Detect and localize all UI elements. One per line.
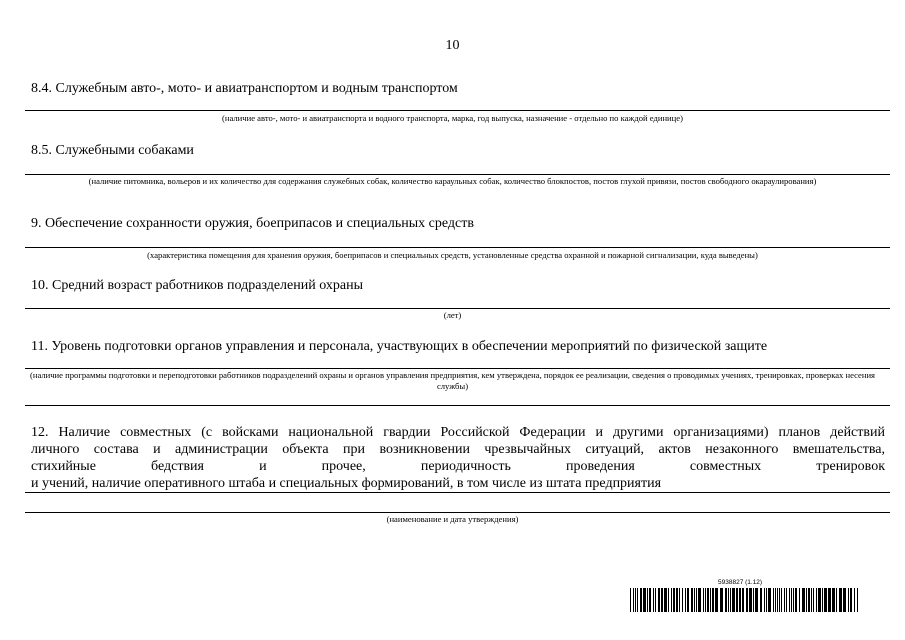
section-8-5-heading: 8.5. Служебными собаками xyxy=(31,143,194,158)
fill-line-11[interactable] xyxy=(25,368,890,369)
fill-line-8-5[interactable] xyxy=(25,174,890,175)
fill-line-11-extra[interactable] xyxy=(25,405,890,406)
page-number: 10 xyxy=(445,38,460,53)
section-12-hint: (наименование и дата утверждения) xyxy=(386,514,519,524)
section-12-line: 12. Наличие совместных (с войсками национальной гвардии Российской Федерации и другими организациями) планов действий xyxy=(31,425,885,440)
section-8-4-heading: 8.4. Служебным авто-, мото- и авиатранспортом и водным транспортом xyxy=(31,81,458,96)
fill-line-12-a[interactable] xyxy=(25,492,890,493)
section-12-line: стихийные бедствия и прочее, периодичность проведения совместных тренировок xyxy=(31,459,885,474)
section-8-5-hint: (наличие питомника, вольеров и их количество для содержания служебных собак, количество караульных собак, количество блокпостов, постов глухой привязи, постов свободного окараулирования) xyxy=(88,176,817,186)
fill-line-8-4[interactable] xyxy=(25,110,890,111)
fill-line-10[interactable] xyxy=(25,308,890,309)
document-code: 5938827 (1.12) xyxy=(718,579,763,586)
barcode-icon xyxy=(630,588,858,612)
section-8-4-hint: (наличие авто-, мото- и авиатранспорта и водного транспорта, марка, год выпуска, назначение - отдельно по каждой единице) xyxy=(222,113,683,123)
section-12-paragraph xyxy=(31,424,885,492)
section-11-hint: (наличие программы подготовки и переподготовки работников подразделений охраны и органов управления предприятия, кем утверждена, порядок ее реализации, сведения о проводимых учениях, тренировках, проверках несения службы) xyxy=(30,370,876,391)
fill-line-12-b[interactable] xyxy=(25,512,890,513)
section-12-line: и учений, наличие оперативного штаба и специальных формирований, в том числе из штата предприятия xyxy=(31,476,662,491)
section-11-heading: 11. Уровень подготовки органов управления и персонала, участвующих в обеспечении мероприятий по физической защите xyxy=(31,339,768,354)
section-10-heading: 10. Средний возраст работников подразделений охраны xyxy=(31,278,363,293)
section-9-hint: (характеристика помещения для хранения оружия, боеприпасов и специальных средств, установленные средства охранной и пожарной сигнализации, куда выведены) xyxy=(147,250,758,260)
section-10-hint: (лет) xyxy=(443,310,462,320)
section-9-heading: 9. Обеспечение сохранности оружия, боеприпасов и специальных средств xyxy=(31,216,474,231)
fill-line-9[interactable] xyxy=(25,247,890,248)
section-12-line: личного состава и администрации объекта при возникновении чрезвычайных ситуаций, актов незаконного вмешательства, xyxy=(31,442,885,457)
